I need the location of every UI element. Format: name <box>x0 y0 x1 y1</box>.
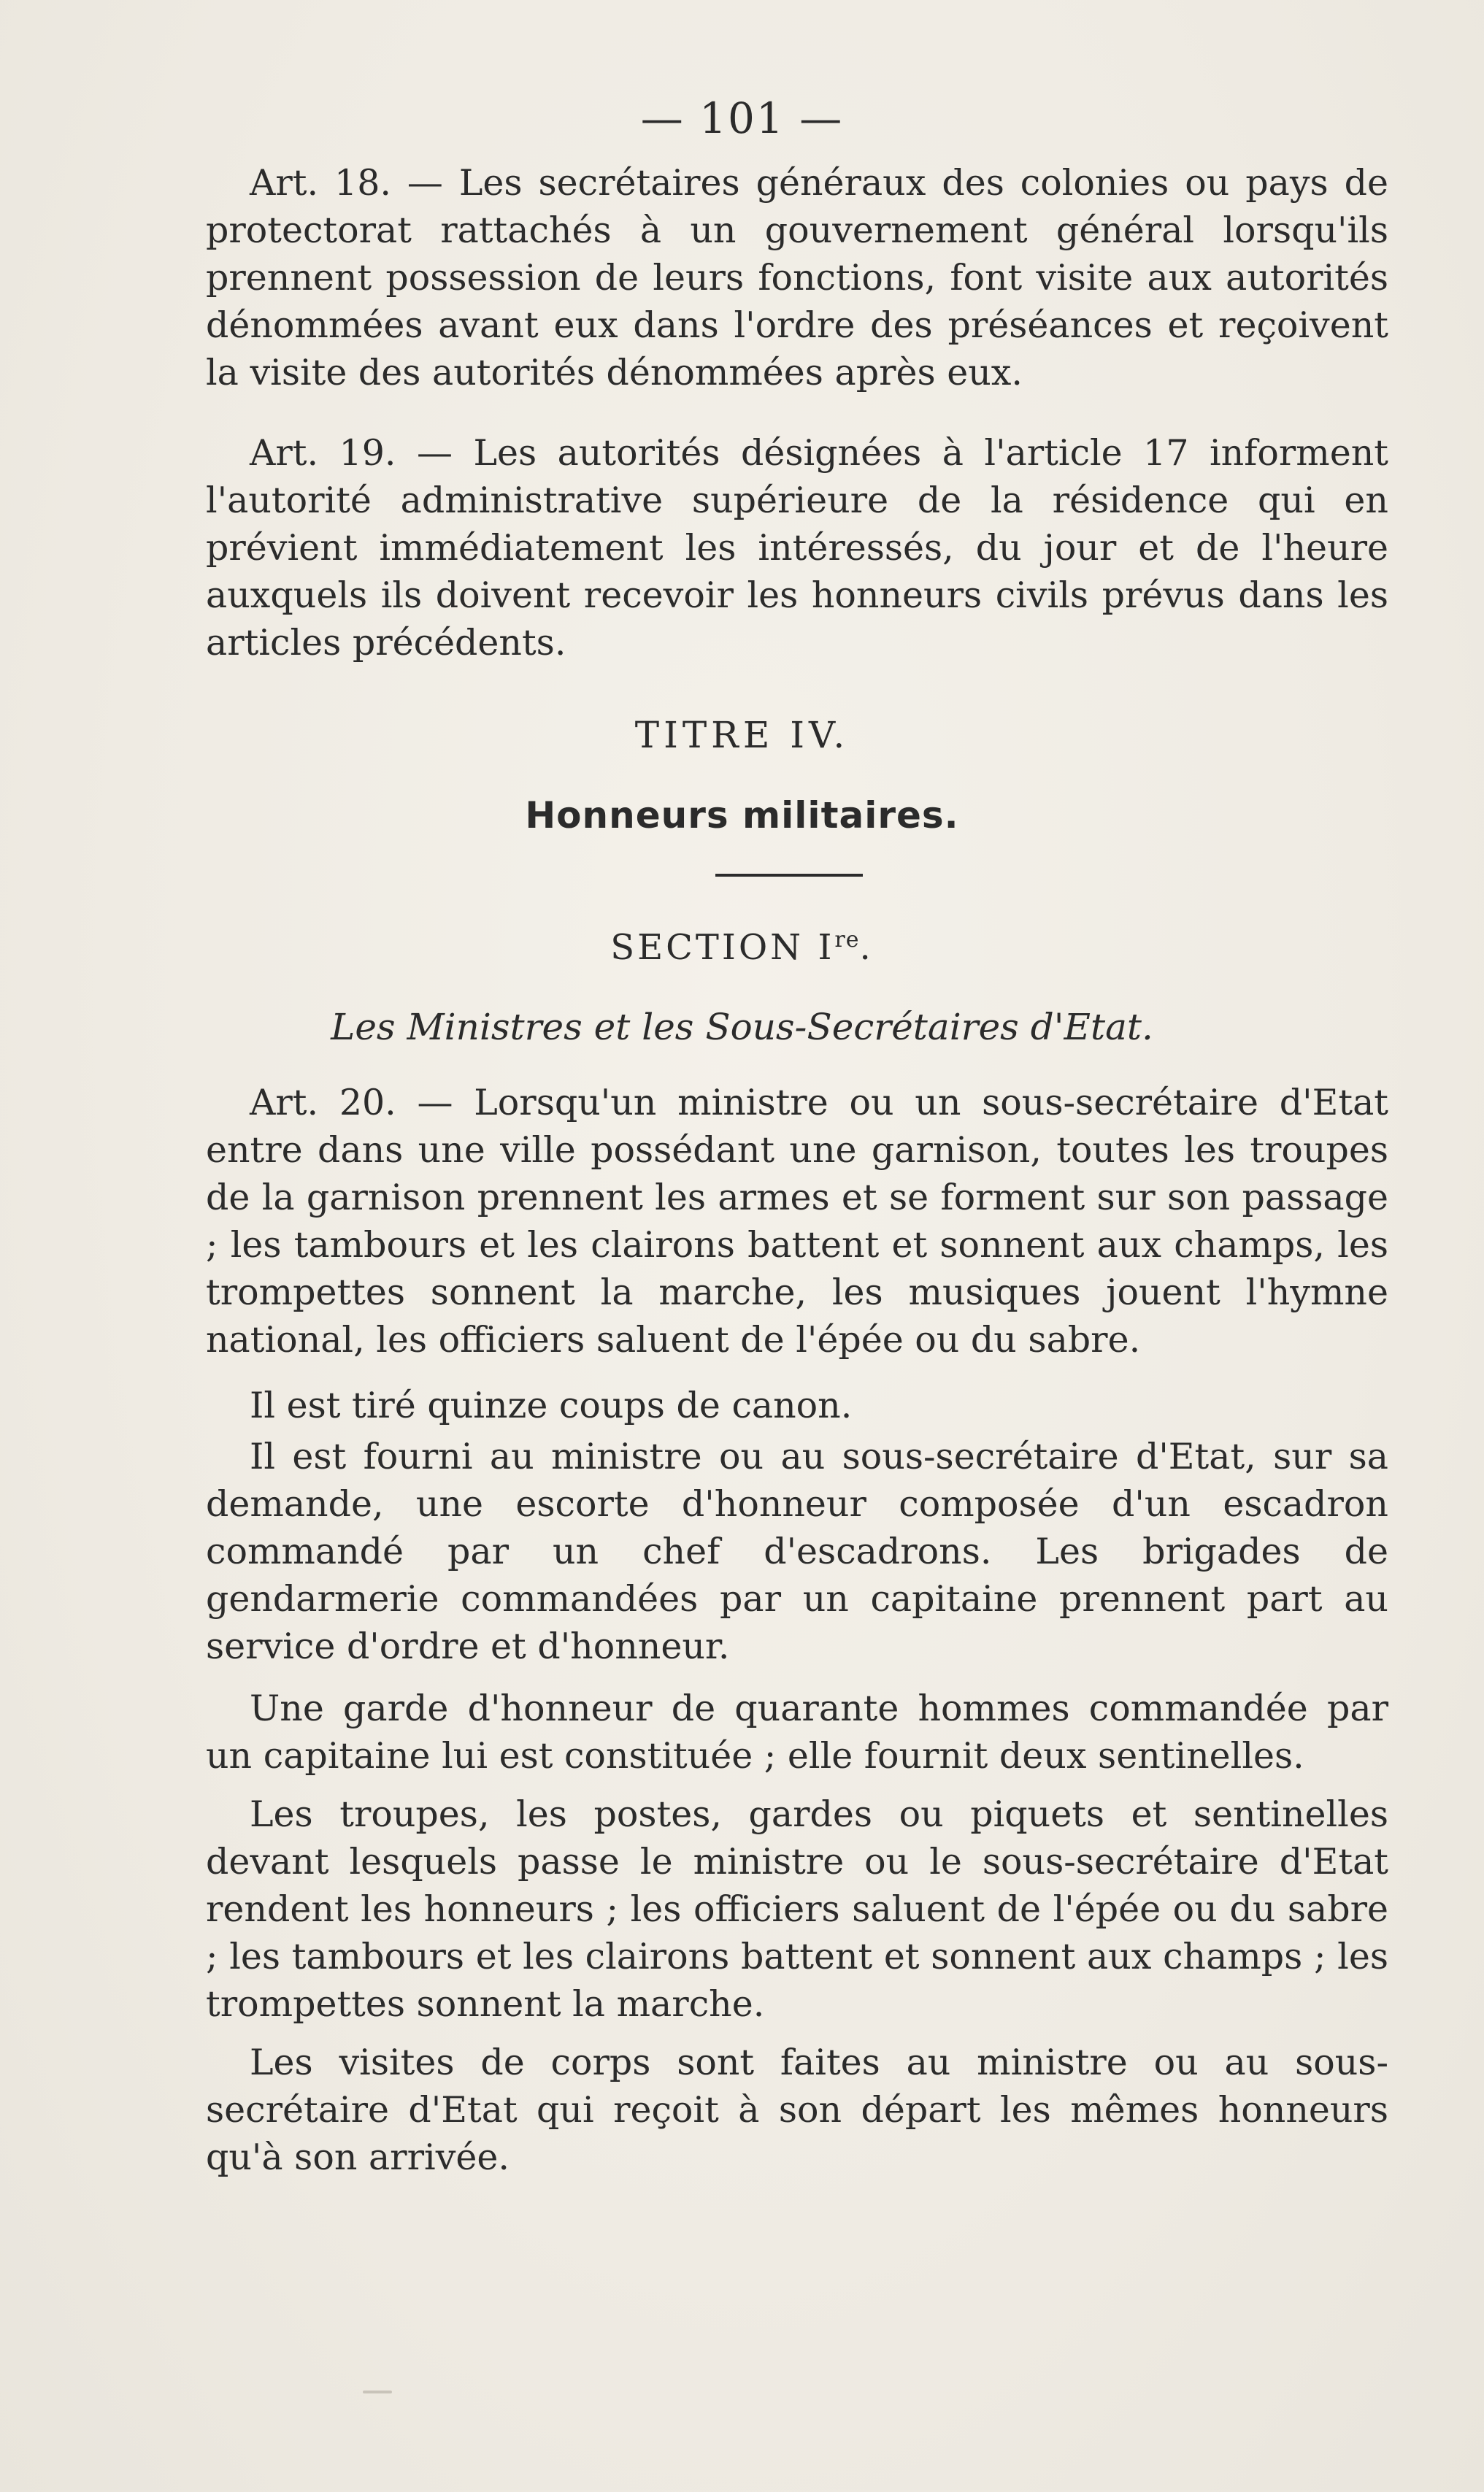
article-19: Art. 19. — Les autorités désignées à l'article 17 informent l'autorité administrative supérieure de la résidence qui en prévient immédiatement les intéressés, du jour et de l'heure auxquels ils doivent recevoir les honneurs civils prévus dans les articles précédents. <box>206 432 1388 664</box>
article-18: Art. 18. — Les secrétaires généraux des colonies ou pays de protectorat rattachés à un gouvernement général lorsqu'ils prennent possession de leurs fonctions, font visite aux autorités dénommées avant eux dans l'ordre des préséances et reçoivent la visite des autorités dénommées après eux. <box>206 162 1388 393</box>
page-number: — 101 — <box>640 93 844 143</box>
paragraph-garde: Une garde d'honneur de quarante hommes commandée par un capitaine lui est constituée ; elle fournit deux sentinelles. <box>206 1688 1388 1777</box>
titre-heading: TITRE IV. <box>634 714 850 756</box>
section-subtitle: Les Ministres et les Sous-Secrétaires d'Etat. <box>331 1006 1153 1048</box>
article-20: Art. 20. — Lorsqu'un ministre ou un sous-secrétaire d'Etat entre dans une ville possédant une garnison, toutes les troupes de la garnison prennent les armes et se forment sur son passage ; les tambours et les clairons battent et sonnent aux champs, les trompettes sonnent la marche, les musiques jouent l'hymne national, les officiers saluent de l'épée ou du sabre. <box>206 1082 1388 1361</box>
section-suffix: . <box>859 927 874 968</box>
section-label-text: SECTION I <box>610 927 835 968</box>
section-label <box>0 927 1484 968</box>
heading-rule <box>715 874 863 877</box>
paragraph-visites: Les visites de corps sont faites au ministre ou au sous-secrétaire d'Etat qui reçoit à son départ les mêmes honneurs qu'à son arrivée. <box>206 2042 1388 2178</box>
section-heading: Honneurs militaires. <box>525 794 959 837</box>
paragraph-escorte: Il est fourni au ministre ou au sous-secrétaire d'Etat, sur sa demande, une escorte d'honneur composée d'un escadron commandé par un chef d'escadrons. Les brigades de gendarmerie commandées par un capitaine prennent part au service d'ordre et d'honneur. <box>206 1436 1388 1667</box>
section-ordinal: re <box>834 927 860 953</box>
paper-speck <box>363 2391 392 2393</box>
paragraph-troupes: Les troupes, les postes, gardes ou piquets et sentinelles devant lesquels passe le ministre ou le sous-secrétaire d'Etat rendent les honneurs ; les officiers saluent de l'épée ou du sabre ; les tambours et les clairons battent et sonnent aux champs ; les trompettes sonnent la marche. <box>206 1793 1388 2025</box>
paragraph-canon: Il est tiré quinze coups de canon. <box>250 1385 853 1426</box>
